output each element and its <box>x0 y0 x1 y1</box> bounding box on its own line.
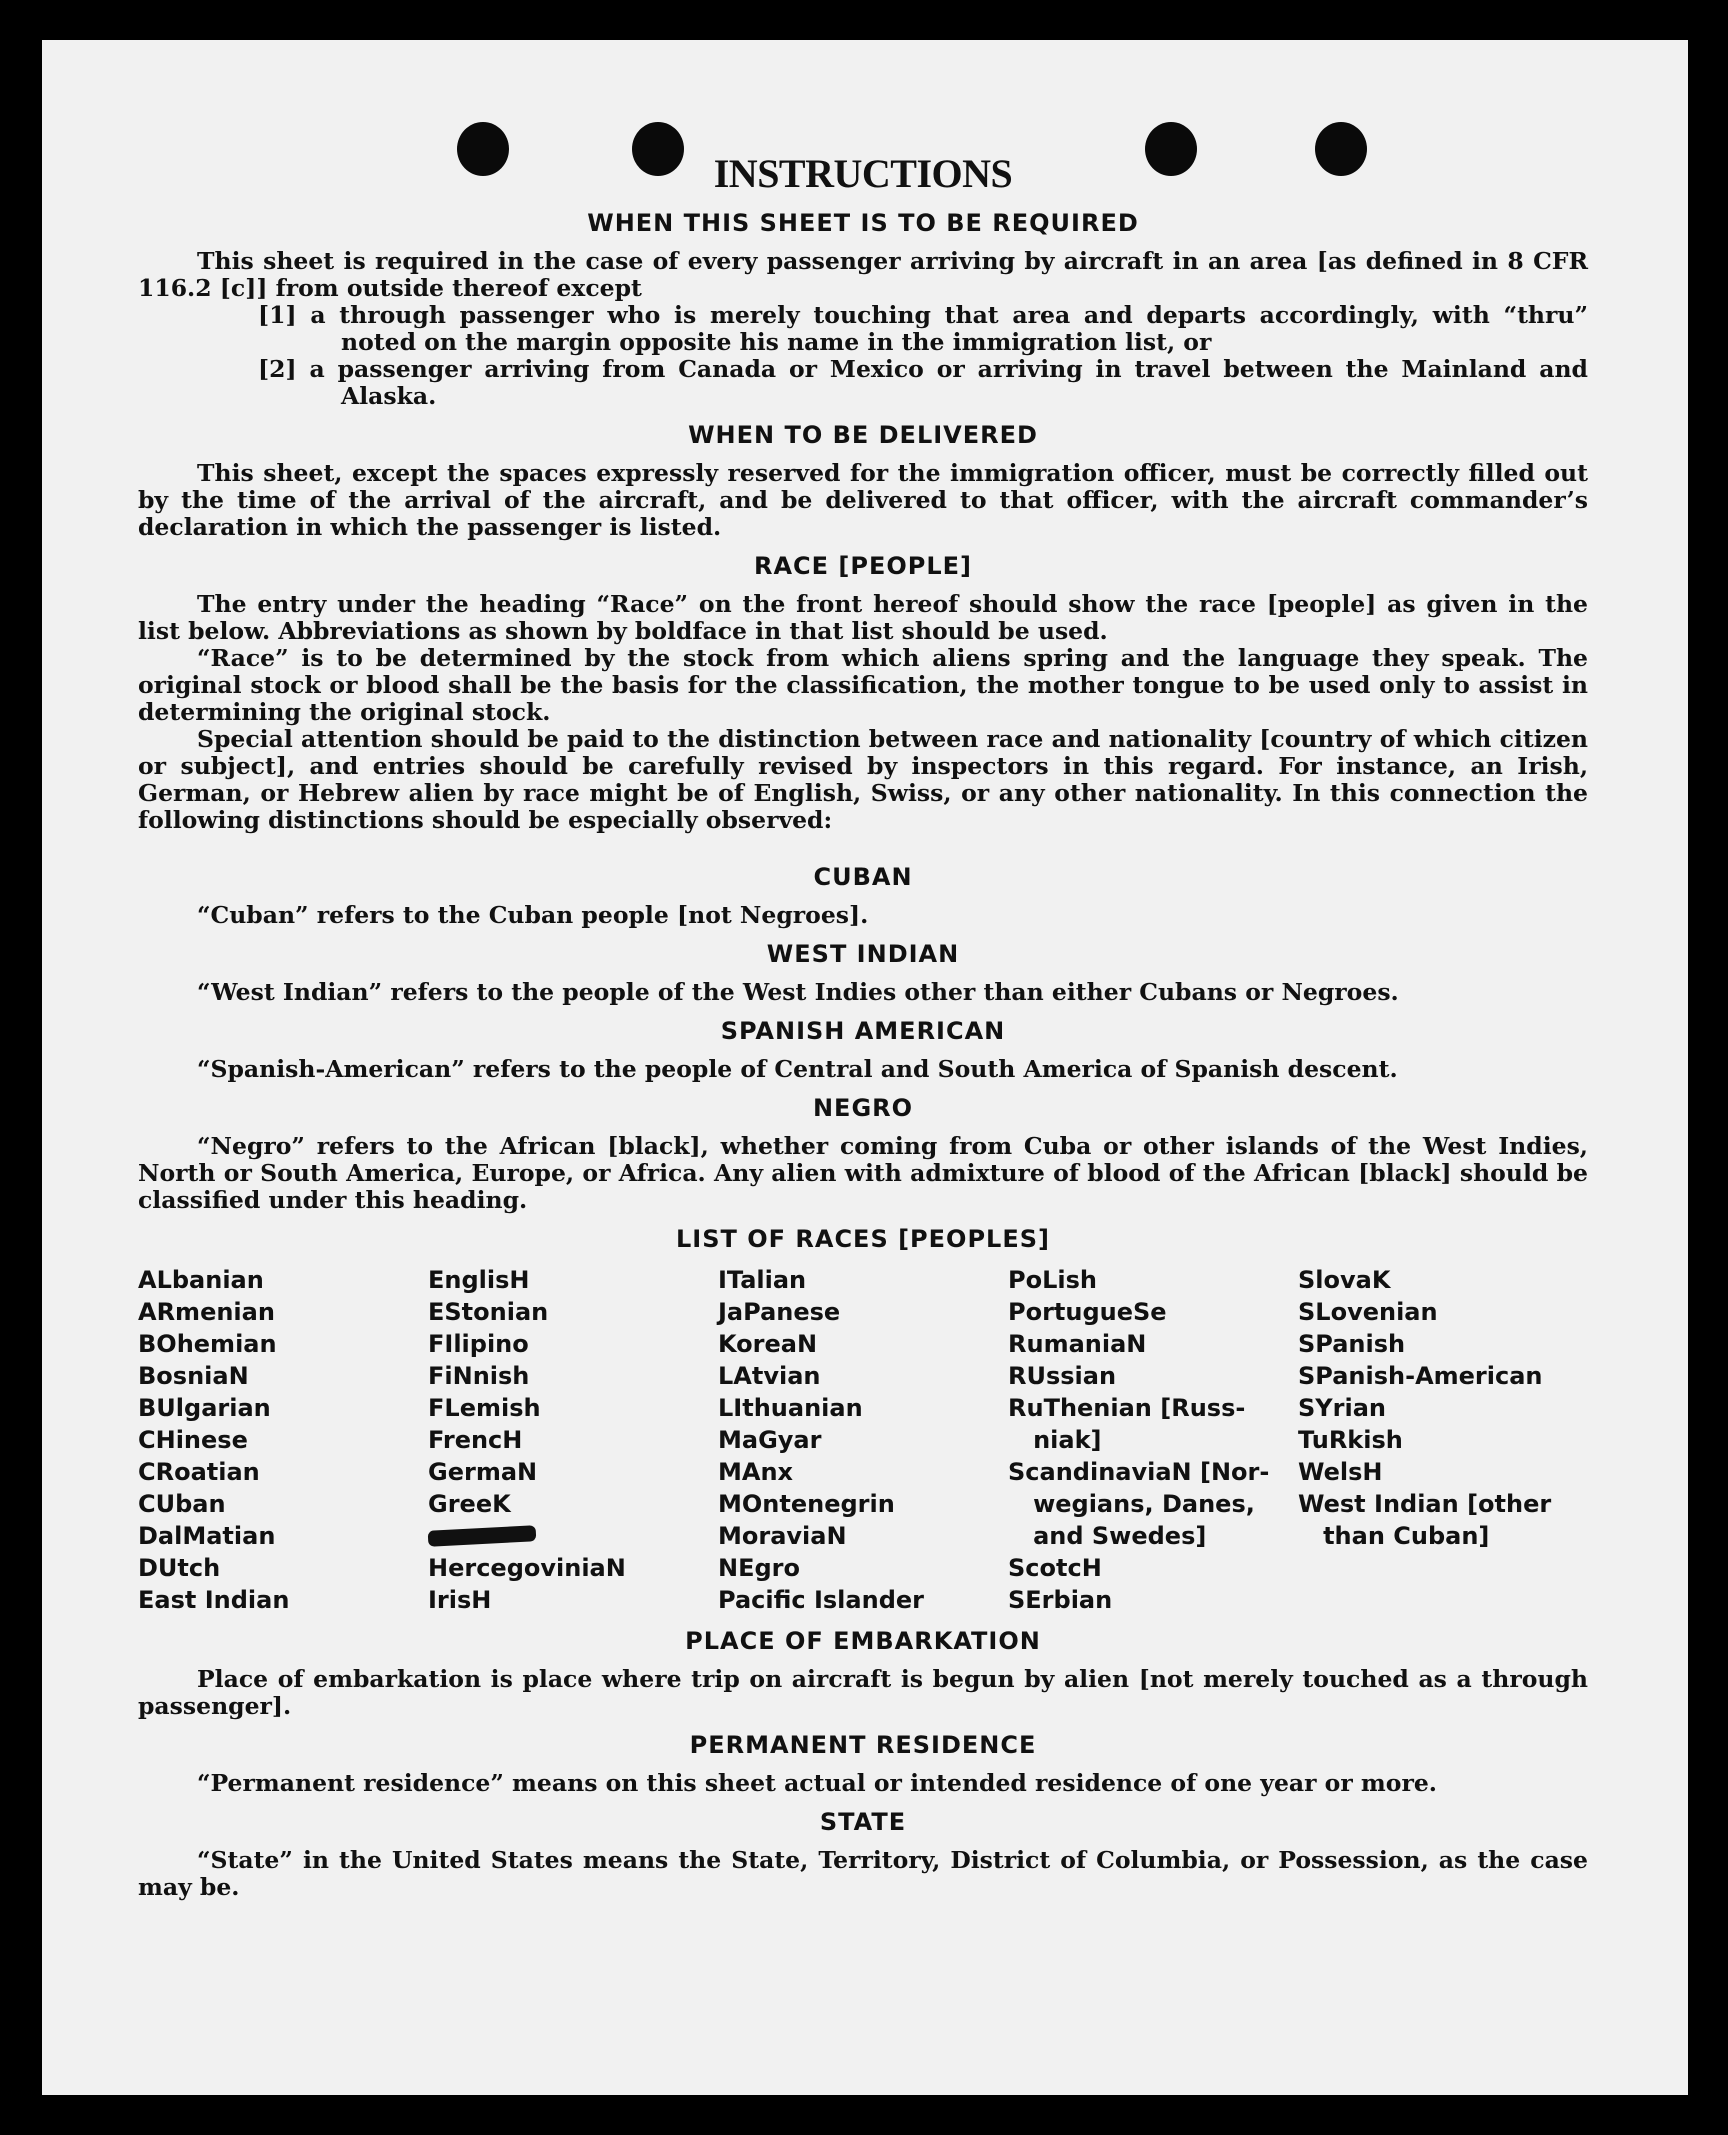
race-item: ScotcH <box>1008 1554 1102 1582</box>
redaction-mark <box>428 1525 537 1547</box>
state-text: “State” in the United States means the State, Territory, District of Columbia, or Possession, as the case may be. <box>138 1846 1588 1901</box>
heading-race: RACE [PEOPLE] <box>753 552 973 580</box>
heading-list-of-races: LIST OF RACES [PEOPLES] <box>676 1225 1050 1253</box>
race-item: than Cuban] <box>1298 1522 1490 1550</box>
race-item: RUssian <box>1008 1362 1117 1390</box>
race-item: MaGyar <box>718 1426 822 1454</box>
race-item: SYrian <box>1298 1394 1387 1422</box>
race-item: EStonian <box>428 1298 549 1326</box>
when-required-item-1: [1] a through passenger who is merely touching that area and departs accordingly, with “thru” noted on the margin opposite his name in the immigration list, or <box>258 301 1588 356</box>
redacted-entry <box>428 1520 718 1552</box>
heading-embarkation: PLACE OF EMBARKATION <box>685 1627 1041 1655</box>
cuban-text: “Cuban” refers to the Cuban people [not Negroes]. <box>197 901 869 929</box>
race-item: BUlgarian <box>138 1394 271 1422</box>
race-paragraph-2: “Race” is to be determined by the stock from which aliens spring and the language they speak. The original stock or blood shall be the basis for the classification, the mother tongue to be used only to assist in determining the original stock. <box>138 644 1588 726</box>
race-item: ARmenian <box>138 1298 275 1326</box>
negro-text: “Negro” refers to the African [black], whether coming from Cuba or other islands of the West Indies, North or South America, Europe, or Africa. Any alien with admixture of blood of the African [black] should be classified under this heading. <box>138 1132 1588 1214</box>
when-required-intro: This sheet is required in the case of every passenger arriving by aircraft in an area [as defined in 8 CFR 116.2 [c]] from outside thereof except <box>138 247 1588 302</box>
race-item: CHinese <box>138 1426 248 1454</box>
heading-residence: PERMANENT RESIDENCE <box>689 1731 1037 1759</box>
race-item: BOhemian <box>138 1330 277 1358</box>
race-item: RumaniaN <box>1008 1330 1147 1358</box>
race-paragraph-3: Special attention should be paid to the distinction between race and nationality [country of which citizen or subject], and entries should be carefully revised by inspectors in this regard. For instance, an Irish, German, or Hebrew alien by race might be of English, Swiss, or any other nationality. In this connection the following distinctions should be especially observed: <box>138 725 1588 834</box>
race-item: GermaN <box>428 1458 538 1486</box>
instructions-content <box>138 150 1588 1901</box>
races-column <box>1298 1264 1588 1616</box>
race-item: EnglisH <box>428 1266 530 1294</box>
race-item: PoLish <box>1008 1266 1097 1294</box>
race-item: niak] <box>1008 1426 1102 1454</box>
race-paragraph-1: The entry under the heading “Race” on the front hereof should show the race [people] as given in the list below. Abbreviations as shown by boldface in that list should be used. <box>138 590 1588 645</box>
race-item: TuRkish <box>1298 1426 1403 1454</box>
race-item: wegians, Danes, <box>1008 1490 1255 1518</box>
when-delivered-text: This sheet, except the spaces expressly reserved for the immigration officer, must be correctly filled out by the time of the arrival of the aircraft, and be delivered to that officer, with the aircraft commander’s declaration in which the passenger is listed. <box>138 459 1588 541</box>
race-item: FiNnish <box>428 1362 530 1390</box>
race-item: CRoatian <box>138 1458 260 1486</box>
race-item: BosniaN <box>138 1362 249 1390</box>
race-item: IrisH <box>428 1586 492 1614</box>
heading-west-indian: WEST INDIAN <box>766 940 960 968</box>
race-item: East Indian <box>138 1586 290 1614</box>
spanish-american-text: “Spanish-American” refers to the people of Central and South America of Spanish descent. <box>197 1055 1398 1083</box>
heading-negro: NEGRO <box>812 1094 914 1122</box>
race-item: SPanish <box>1298 1330 1406 1358</box>
race-item: FLemish <box>428 1394 541 1422</box>
heading-cuban: CUBAN <box>813 863 913 891</box>
races-column <box>428 1264 718 1616</box>
races-list <box>138 1264 1588 1616</box>
heading-state: STATE <box>819 1808 907 1836</box>
race-item: West Indian [other <box>1298 1490 1552 1518</box>
race-item: KoreaN <box>718 1330 818 1358</box>
race-item: LAtvian <box>718 1362 821 1390</box>
race-item: MAnx <box>718 1458 794 1486</box>
race-item: SlovaK <box>1298 1266 1391 1294</box>
embarkation-text: Place of embarkation is place where trip on aircraft is begun by alien [not merely touched as a through passenger]. <box>138 1665 1588 1720</box>
race-item: SLovenian <box>1298 1298 1438 1326</box>
race-item: GreeK <box>428 1490 511 1518</box>
race-item: HercegoviniaN <box>428 1554 626 1582</box>
race-item: MOntenegrin <box>718 1490 895 1518</box>
west-indian-text: “West Indian” refers to the people of the West Indies other than either Cubans or Negroes. <box>197 978 1399 1006</box>
residence-text: “Permanent residence” means on this sheet actual or intended residence of one year or more. <box>197 1769 1437 1797</box>
races-column <box>718 1264 1008 1616</box>
race-item: ITalian <box>718 1266 807 1294</box>
race-item: DalMatian <box>138 1522 276 1550</box>
race-item: MoraviaN <box>718 1522 847 1550</box>
races-column <box>138 1264 428 1616</box>
race-item: RuThenian [Russ- <box>1008 1394 1246 1422</box>
race-item: FIlipino <box>428 1330 529 1358</box>
when-required-item-2: [2] a passenger arriving from Canada or Mexico or arriving in travel between the Mainland and Alaska. <box>258 355 1588 410</box>
race-item: ScandinaviaN [Nor- <box>1008 1458 1270 1486</box>
heading-spanish-american: SPANISH AMERICAN <box>720 1017 1006 1045</box>
race-item: FrencH <box>428 1426 523 1454</box>
race-item: NEgro <box>718 1554 800 1582</box>
heading-when-delivered: WHEN TO BE DELIVERED <box>688 421 1038 449</box>
race-item: and Swedes] <box>1008 1522 1207 1550</box>
race-item: SErbian <box>1008 1586 1113 1614</box>
races-column <box>1008 1264 1298 1616</box>
race-item: JaPanese <box>718 1298 841 1326</box>
race-item: CUban <box>138 1490 226 1518</box>
race-item: WelsH <box>1298 1458 1383 1486</box>
race-item: DUtch <box>138 1554 221 1582</box>
race-item: PortugueSe <box>1008 1298 1167 1326</box>
race-item: Pacific Islander <box>718 1586 924 1614</box>
heading-when-required: WHEN THIS SHEET IS TO BE REQUIRED <box>587 209 1139 237</box>
race-item: ALbanian <box>138 1266 264 1294</box>
race-item: LIthuanian <box>718 1394 863 1422</box>
page-title: INSTRUCTIONS <box>713 151 1013 196</box>
race-item: SPanish-American <box>1298 1362 1543 1390</box>
